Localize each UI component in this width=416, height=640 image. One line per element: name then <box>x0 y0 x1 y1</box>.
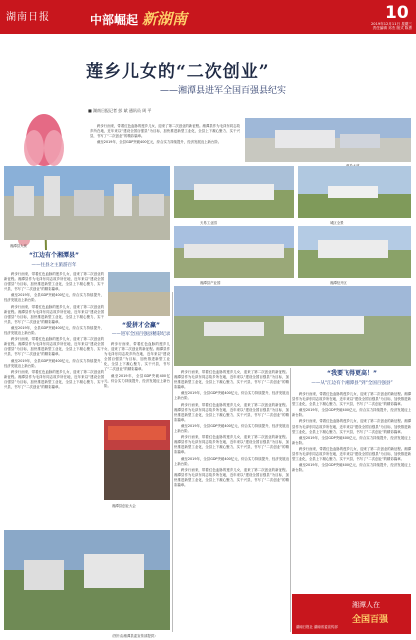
paper-logo: 湖南日报 <box>6 12 50 23</box>
article-title: 莲乡儿女的“二次创业” <box>86 62 270 82</box>
park2-caption: 湘潭经开区 <box>330 281 347 285</box>
section-title: 中部崛起 <box>90 13 139 27</box>
factory-photo <box>174 166 294 218</box>
crowd-caption: 湘潭县创业大会 <box>112 504 136 508</box>
industry-caption: 湘潭县产业园 <box>200 281 221 285</box>
page-date: 2019年12月11日 星期三 责任编辑 邓杰 版式 陈勇 <box>371 22 412 30</box>
section-subtitle: 新湖南 <box>142 10 188 28</box>
top-photo <box>245 118 411 162</box>
column-rule <box>290 368 291 632</box>
park-photo <box>298 166 411 218</box>
bottom-photo <box>4 530 170 630</box>
right-column-text: 跨步行而来，带着红色血脉的莲乡儿女，迎来了第二次创业的新征程。湘潭县作为毛泽东同志故乡所在地，近年来以“建设全国百强县”为目标，加快推进新型工业化，全县上下凝心聚力、实干兴县，书写了“二次创业”的精彩篇章。 截至2019年，全县GDP突破400亿元，综合实力持续提升，经济发展迈上新台阶。 跨步行而来，带着红色血脉的莲乡儿女，迎来了第二次创业的新征程。湘潭县作为毛泽东同志故乡所在地，近年来以“建设全国百强县”为目标，加快推进新型工业化，全县上下凝心聚力、实干兴县，书写了“二次创业”的精彩篇章。 截至2019年，全县GDP突破400亿元，综合实力持续提升，经济发展迈上新台阶。 跨步行而来，带着红色血脉的莲乡儿女，迎来了第二次创业的新征程。湘潭县作为毛泽东同志故乡所在地，近年来以“建设全国百强县”为目标，加快推进新型工业化，全县上下凝心聚力、实干兴县，书写了“二次创业”的精彩篇章。 截至2019年，全县GDP突破400亿元，综合实力持续提升，经济发展迈上新台阶。 <box>292 392 411 473</box>
aerial-photo <box>4 166 170 240</box>
sec2-subtitle: ——进军全国百强县精彩纪录 <box>111 332 171 337</box>
page-number: 10 <box>385 3 409 23</box>
center-column-text: 跨步行而来，带着红色血脉的莲乡儿女，迎来了第二次创业的新征程。湘潭县作为毛泽东同志故乡所在地，近年来以“建设全国百强县”为目标，加快推进新型工业化，全县上下凝心聚力、实干兴县，书写了“二次创业”的精彩篇章。 截至2019年，全县GDP突破400亿元，综合实力持续提升，经济发展迈上新台阶。 跨步行而来，带着红色血脉的莲乡儿女，迎来了第二次创业的新征程。湘潭县作为毛泽东同志故乡所在地，近年来以“建设全国百强县”为目标，加快推进新型工业化，全县上下凝心聚力、实干兴县，书写了“二次创业”的精彩篇章。 截至2019年，全县GDP突破400亿元，综合实力持续提升，经济发展迈上新台阶。 跨步行而来，带着红色血脉的莲乡儿女，迎来了第二次创业的新征程。湘潭县作为毛泽东同志故乡所在地，近年来以“建设全国百强县”为目标，加快推进新型工业化，全县上下凝心聚力、实干兴县，书写了“二次创业”的精彩篇章。 截至2019年，全县GDP突破400亿元，综合实力持续提升，经济发展迈上新台阶。 跨步行而来，带着红色血脉的莲乡儿女，迎来了第二次创业的新征程。湘潭县作为毛泽东同志故乡所在地，近年来以“建设全国百强县”为目标，加快推进新型工业化，全县上下凝心聚力、实干兴县，书写了“二次创业”的精彩篇章。 <box>174 370 289 487</box>
sec1-subtitle: ——往县之主旅游百年 <box>31 263 77 268</box>
sec1-title: “江边有个湘潭县” <box>29 252 79 259</box>
sec2-title: “爱拼才会赢” <box>122 322 160 329</box>
left-column-text: 跨步行而来，带着红色血脉的莲乡儿女，迎来了第二次创业的新征程。湘潭县作为毛泽东同志故乡所在地，近年来以“建设全国百强县”为目标，加快推进新型工业化，全县上下凝心聚力、实干兴县，书写了“二次创业”的精彩篇章。 截至2019年，全县GDP突破400亿元，综合实力持续提升，经济发展迈上新台阶。 跨步行而来，带着红色血脉的莲乡儿女，迎来了第二次创业的新征程。湘潭县作为毛泽东同志故乡所在地，近年来以“建设全国百强县”为目标，加快推进新型工业化，全县上下凝心聚力、实干兴县，书写了“二次创业”的精彩篇章。 截至2019年，全县GDP突破400亿元，综合实力持续提升，经济发展迈上新台阶。 跨步行而来，带着红色血脉的莲乡儿女，迎来了第二次创业的新征程。湘潭县作为毛泽东同志故乡所在地，近年来以“建设全国百强县”为目标，加快推进新型工业化，全县上下凝心聚力、实干兴县，书写了“二次创业”的精彩篇章。 截至2019年，全县GDP突破400亿元，综合实力持续提升，经济发展迈上新台阶。 跨步行而来，带着红色血脉的莲乡儿女，迎来了第二次创业的新征程。湘潭县作为毛泽东同志故乡所在地，近年来以“建设全国百强县”为目标，加快推进新型工业化，全县上下凝心聚力、实干兴县，书写了“二次创业”的精彩篇章。 <box>4 272 104 389</box>
bottom-caption: （图片由湘潭县委宣传部提供） <box>110 634 158 638</box>
mid-column-text: 跨步行而来，带着红色血脉的莲乡儿女，迎来了第二次创业的新征程。湘潭县作为毛泽东同志故乡所在地，近年来以“建设全国百强县”为目标，加快推进新型工业化，全县上下凝心聚力、实干兴县，书写了“二次创业”的精彩篇章。 截至2019年，全县GDP突破400亿元，综合实力持续提升，经济发展迈上新台阶。 <box>104 342 170 388</box>
column-rule <box>172 292 173 632</box>
sec3-subtitle: ——从“江边有个湘潭县”到“全国百强县” <box>311 381 393 386</box>
byline: ■ 湖南日报记者 彭 斌 通讯员 周 平 <box>88 108 152 113</box>
park1-caption: 城区全景 <box>330 221 344 225</box>
masthead <box>0 0 416 34</box>
aerial-caption: 湘潭县大泉 <box>10 244 27 248</box>
park2-photo <box>298 226 411 278</box>
industry-photo <box>174 226 294 278</box>
wide-photo <box>174 286 411 366</box>
crowd-photo <box>104 420 170 500</box>
footer-banner: 湘潭人在 全国百强 湖南日报社 湖南省委宣传部 <box>292 594 411 634</box>
article-subtitle: ——湘潭县进军全国百强县纪实 <box>160 86 287 96</box>
factory-caption: 天易工业园 <box>200 221 217 225</box>
section-banner <box>90 8 298 28</box>
sec3-title: “我要飞得更高！” <box>327 370 377 377</box>
lead-paragraph: 跨步行而来，带着红色血脉的莲乡儿女，迎来了第二次创业的新征程。湘潭县作为毛泽东同志故乡所在地，近年来以“建设全国百强县”为目标，加快推进新型工业化，全县上下凝心聚力、实干兴县，书写了“二次创业”的精彩篇章。 截至2019年，全县GDP突破400亿元，综合实力持续提升，经济发展迈上新台阶。 <box>90 124 240 145</box>
mid-left-photo <box>108 272 170 316</box>
